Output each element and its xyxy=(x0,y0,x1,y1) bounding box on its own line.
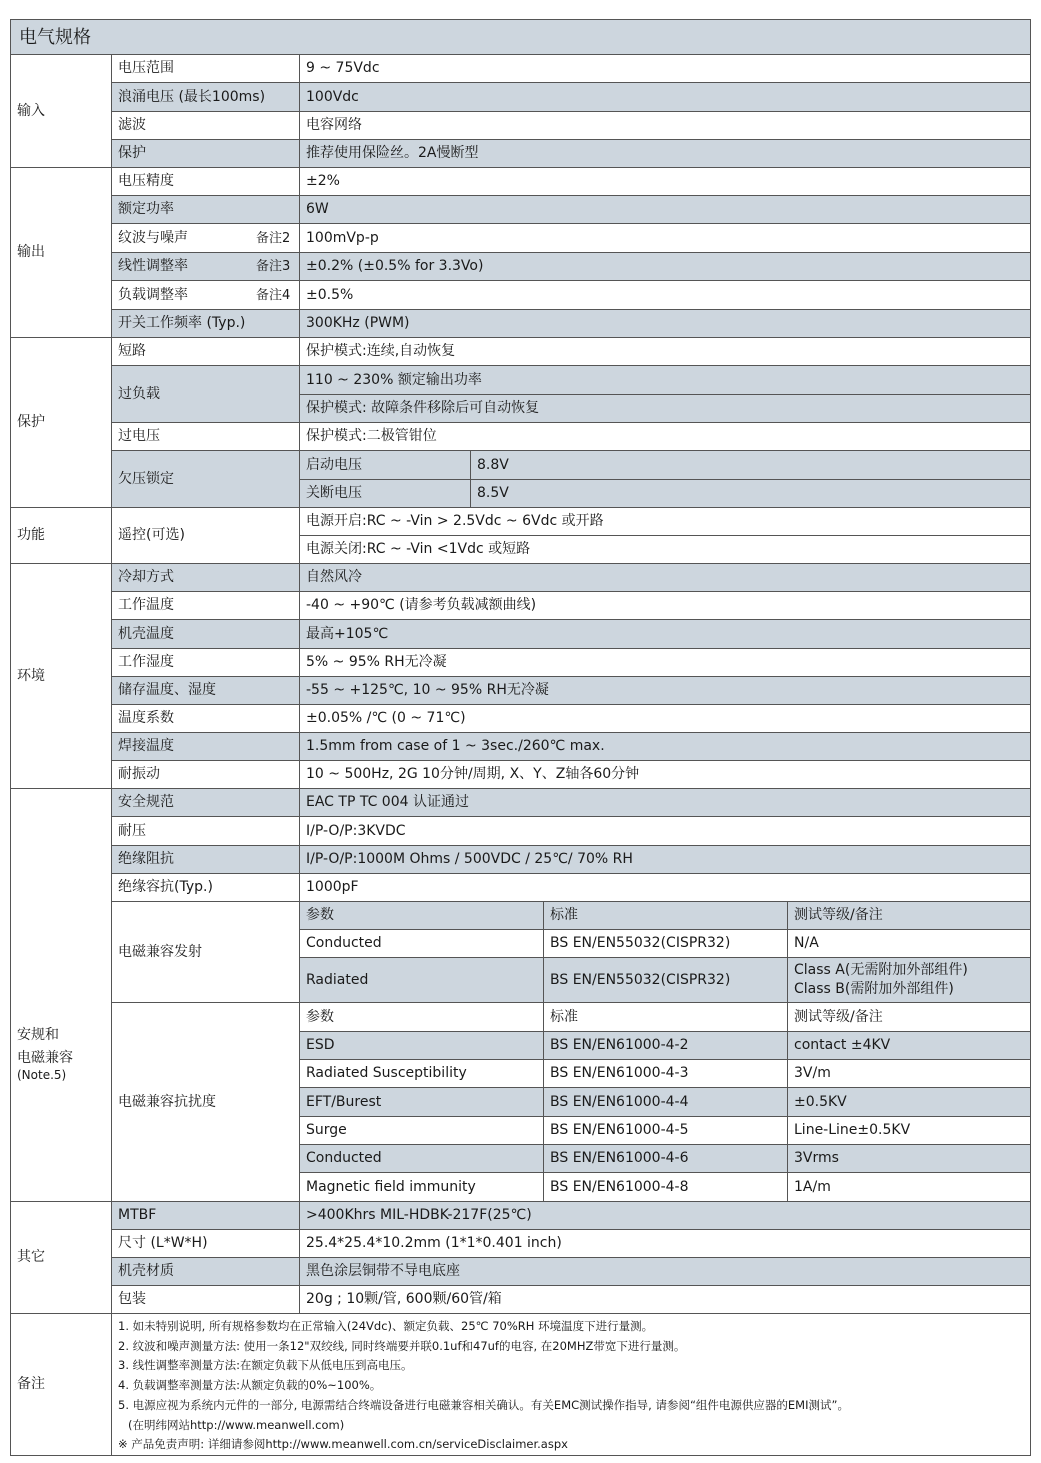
env-value: 自然风冷 xyxy=(300,564,1031,592)
output-value: 6W xyxy=(300,196,1031,224)
immunity-standard: BS EN/EN61000-4-4 xyxy=(544,1088,788,1117)
env-value: -55 ~ +125℃, 10 ~ 95% RH无冷凝 xyxy=(300,677,1031,705)
output-label-text: 纹波与噪声 xyxy=(118,229,188,246)
immunity-standard: BS EN/EN61000-4-3 xyxy=(544,1060,788,1088)
input-label: 滤波 xyxy=(112,112,300,140)
emission-level-line2: Class B(需附加外部组件) xyxy=(794,981,954,997)
env-value: -40 ~ +90℃ (请参考负载减额曲线) xyxy=(300,592,1031,620)
others-value: 25.4*25.4*10.2mm (1*1*0.401 inch) xyxy=(300,1230,1031,1258)
protection-overload-label: 过负载 xyxy=(112,366,300,423)
output-value: 100mVp-p xyxy=(300,224,1031,253)
uvlo-off-label: 关断电压 xyxy=(300,480,471,508)
immunity-level: 3Vrms xyxy=(788,1145,1031,1173)
output-label xyxy=(112,224,300,253)
protection-ovp-value: 保护模式:二极管钳位 xyxy=(300,423,1031,451)
output-label: 电压精度 xyxy=(112,168,300,196)
input-value: 100Vdc xyxy=(300,83,1031,112)
category-others: 其它 xyxy=(10,1202,112,1314)
output-note-tag: 备注3 xyxy=(256,259,291,274)
notes-block xyxy=(112,1314,1031,1456)
note-line: 1. 如未特别说明, 所有规格参数均在正常输入(24Vdc)、额定负载、25℃ 70%RH 环境温度下进行量测。 xyxy=(118,1319,654,1333)
env-label: 耐振动 xyxy=(112,761,300,789)
emission-label: 电磁兼容发射 xyxy=(112,902,300,1003)
note-line: 3. 线性调整率测量方法:在额定负载下从低电压到高电压。 xyxy=(118,1358,413,1373)
output-note-tag: 备注2 xyxy=(256,230,291,246)
category-safety-line3: (Note.5) xyxy=(17,1067,67,1082)
uvlo-on-value: 8.8V xyxy=(471,451,1031,480)
protection-uvlo-label: 欠压锁定 xyxy=(112,451,300,508)
uvlo-on-label: 启动电压 xyxy=(300,451,471,480)
immunity-param: EFT/Burest xyxy=(300,1088,544,1117)
protection-ovp-label: 过电压 xyxy=(112,423,300,451)
note-line: 4. 负载调整率测量方法:从额定负载的0%~100%。 xyxy=(118,1378,382,1393)
immunity-header-standard: 标准 xyxy=(544,1003,788,1032)
output-label: 额定功率 xyxy=(112,196,300,224)
others-value: >400Khrs MIL-HDBK-217F(25℃) xyxy=(300,1202,1031,1230)
env-label: 焊接温度 xyxy=(112,733,300,761)
emission-header-standard: 标准 xyxy=(544,902,788,930)
others-label: 包装 xyxy=(112,1286,300,1314)
category-environment: 环境 xyxy=(10,564,112,789)
output-label: 开关工作频率 (Typ.) xyxy=(112,310,300,338)
others-label: 机壳材质 xyxy=(112,1258,300,1286)
category-input: 输入 xyxy=(10,55,112,168)
output-value: 300KHz (PWM) xyxy=(300,310,1031,338)
category-function: 功能 xyxy=(10,508,112,564)
output-value: ±0.5% xyxy=(300,281,1031,310)
safety-label: 耐压 xyxy=(112,817,300,846)
output-value: ±2% xyxy=(300,168,1031,196)
env-value: 10 ~ 500Hz, 2G 10分钟/周期, X、Y、Z轴各60分钟 xyxy=(300,761,1031,789)
others-label: MTBF xyxy=(112,1202,300,1230)
env-value: 1.5mm from case of 1 ~ 3sec./260℃ max. xyxy=(300,733,1031,761)
others-label: 尺寸 (L*W*H) xyxy=(112,1230,300,1258)
env-label: 机壳温度 xyxy=(112,620,300,649)
safety-value: I/P-O/P:3KVDC xyxy=(300,817,1031,846)
immunity-standard: BS EN/EN61000-4-5 xyxy=(544,1117,788,1145)
function-remote-label: 遥控(可选) xyxy=(112,508,300,564)
safety-value: I/P-O/P:1000M Ohms / 500VDC / 25℃/ 70% RH xyxy=(300,846,1031,874)
output-label-text: 线性调整率 xyxy=(118,258,188,274)
uvlo-off-value: 8.5V xyxy=(471,480,1031,508)
immunity-level: 1A/m xyxy=(788,1173,1031,1202)
function-remote-value1: 电源开启:RC ~ -Vin > 2.5Vdc ~ 6Vdc 或开路 xyxy=(300,508,1031,536)
input-label: 电压范围 xyxy=(112,55,300,83)
output-value: ±0.2% (±0.5% for 3.3Vo) xyxy=(300,253,1031,281)
immunity-header-level: 测试等级/备注 xyxy=(788,1003,1031,1032)
category-safety-line2: 电磁兼容 xyxy=(17,1049,73,1066)
env-value: 最高+105℃ xyxy=(300,620,1031,649)
env-label: 工作温度 xyxy=(112,592,300,620)
note-line: (在明纬网站http://www.meanwell.com) xyxy=(128,1417,345,1432)
emission-header-param: 参数 xyxy=(300,902,544,930)
immunity-standard: BS EN/EN61000-4-2 xyxy=(544,1032,788,1060)
env-label: 工作湿度 xyxy=(112,649,300,677)
safety-value: 1000pF xyxy=(300,874,1031,902)
emission-level-line1: Class A(无需附加外部组件) xyxy=(794,962,968,978)
protection-short-value: 保护模式:连续,自动恢复 xyxy=(300,338,1031,366)
env-value: ±0.05% /℃ (0 ~ 71℃) xyxy=(300,705,1031,733)
safety-value: EAC TP TC 004 认证通过 xyxy=(300,789,1031,817)
immunity-param: Conducted xyxy=(300,1145,544,1173)
output-label xyxy=(112,253,300,281)
immunity-label: 电磁兼容抗扰度 xyxy=(112,1003,300,1202)
immunity-header-param: 参数 xyxy=(300,1003,544,1032)
input-value: 电容网络 xyxy=(300,112,1031,140)
immunity-param: Surge xyxy=(300,1117,544,1145)
note-line: 2. 纹波和噪声测量方法: 使用一条12"双绞线, 同时终端要并联0.1uf和47uf的电容, 在20MHZ带宽下进行量测。 xyxy=(118,1338,686,1353)
note-line: ※ 产品免责声明: 详细请参阅http://www.meanwell.com.cn/serviceDisclaimer.aspx xyxy=(118,1437,568,1452)
safety-label: 绝缘容抗(Typ.) xyxy=(112,874,300,902)
input-value: 9 ~ 75Vdc xyxy=(300,55,1031,83)
env-label: 温度系数 xyxy=(112,705,300,733)
others-value: 黑色涂层铜带不导电底座 xyxy=(300,1258,1031,1286)
immunity-level: ±0.5KV xyxy=(788,1088,1031,1117)
protection-overload-value2: 保护模式: 故障条件移除后可自动恢复 xyxy=(300,395,1031,423)
emission-standard: BS EN/EN55032(CISPR32) xyxy=(544,958,788,1003)
category-notes: 备注 xyxy=(10,1314,112,1456)
output-label xyxy=(112,281,300,310)
env-label: 储存温度、湿度 xyxy=(112,677,300,705)
immunity-level: 3V/m xyxy=(788,1060,1031,1088)
emission-standard: BS EN/EN55032(CISPR32) xyxy=(544,930,788,958)
immunity-standard: BS EN/EN61000-4-8 xyxy=(544,1173,788,1202)
immunity-standard: BS EN/EN61000-4-6 xyxy=(544,1145,788,1173)
safety-label: 安全规范 xyxy=(112,789,300,817)
output-note-tag: 备注4 xyxy=(256,287,291,303)
input-value: 推荐使用保险丝。2A慢断型 xyxy=(300,140,1031,168)
immunity-level: Line-Line±0.5KV xyxy=(788,1117,1031,1145)
emission-level xyxy=(788,958,1031,1003)
input-label: 保护 xyxy=(112,140,300,168)
emission-header-level: 测试等级/备注 xyxy=(788,902,1031,930)
emission-param: Conducted xyxy=(300,930,544,958)
safety-label: 绝缘阻抗 xyxy=(112,846,300,874)
env-label: 冷却方式 xyxy=(112,564,300,592)
note-line: 5. 电源应视为系统内元件的一部分, 电源需结合终端设备进行电磁兼容相关确认。有关EMC测试操作指导, 请参阅“组件电源供应器的EMI测试”。 xyxy=(118,1397,849,1412)
immunity-param: Radiated Susceptibility xyxy=(300,1060,544,1088)
category-safety-line1: 安规和 xyxy=(17,1026,59,1043)
page-title: 电气规格 xyxy=(10,19,1031,55)
immunity-param: Magnetic field immunity xyxy=(300,1173,544,1202)
category-output: 输出 xyxy=(10,168,112,338)
category-safety xyxy=(10,789,112,1202)
emission-level: N/A xyxy=(788,930,1031,958)
protection-overload-value1: 110 ~ 230% 额定输出功率 xyxy=(300,366,1031,395)
output-label-text: 负载调整率 xyxy=(118,286,188,303)
function-remote-value2: 电源关闭:RC ~ -Vin <1Vdc 或短路 xyxy=(300,536,1031,564)
immunity-param: ESD xyxy=(300,1032,544,1060)
env-value: 5% ~ 95% RH无冷凝 xyxy=(300,649,1031,677)
category-protection: 保护 xyxy=(10,338,112,508)
input-label: 浪涌电压 (最长100ms) xyxy=(112,83,300,112)
immunity-level: contact ±4KV xyxy=(788,1032,1031,1060)
protection-short-label: 短路 xyxy=(112,338,300,366)
emission-param: Radiated xyxy=(300,958,544,1003)
others-value: 20g ; 10颗/管, 600颗/60管/箱 xyxy=(300,1286,1031,1314)
